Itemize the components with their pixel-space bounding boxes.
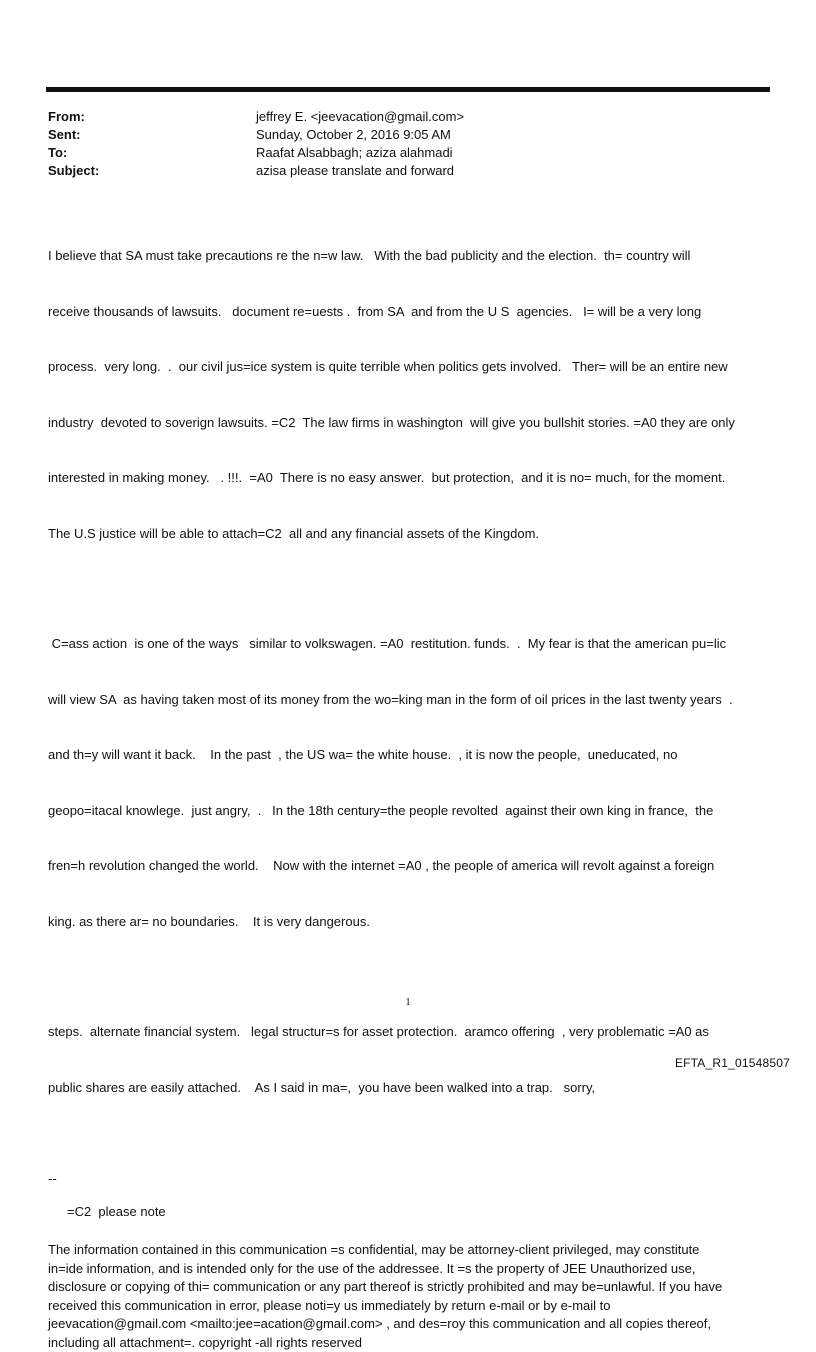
body-line: king. as there ar= no boundaries. It is very dangerous. (48, 913, 772, 932)
subject-value: azisa please translate and forward (256, 162, 768, 180)
body-line: interested in making money. . !!!. =A0 There is no easy answer. but protection, and it is no= much, for the moment. (48, 469, 772, 488)
body-line: public shares are easily attached. As I said in ma=, you have been walked into a trap. sorry, (48, 1079, 772, 1098)
body-paragraph-3 (48, 986, 772, 1134)
body-line: C=ass action is one of the ways similar to volkswagen. =A0 restitution. funds. . My fear is that the american pu=lic (48, 635, 772, 654)
subject-row (48, 162, 768, 180)
disclaimer-line: in=ide information, and is intended only for the use of the addressee. It =s the property of JEE Unauthorized use, (48, 1260, 772, 1279)
document-id: EFTA_R1_01548507 (675, 1056, 790, 1070)
body-line: and th=y will want it back. In the past , the US wa= the white house. , it is now the people, uneducated, no (48, 746, 772, 765)
header-rule (46, 87, 770, 92)
body-line: I believe that SA must take precautions re the n=w law. With the bad publicity and the election. th= country will (48, 247, 772, 266)
from-row (48, 108, 768, 126)
disclaimer-line: jeevacation@gmail.com <mailto:jee=acation@gmail.com> , and des=roy this communication and all copies thereof, (48, 1315, 772, 1334)
body-paragraph-2 (48, 598, 772, 968)
signature-separator: -- (48, 1170, 772, 1189)
to-value: Raafat Alsabbagh; aziza alahmadi (256, 144, 768, 162)
disclaimer-line: including all attachment=. copyright -all rights reserved (48, 1334, 772, 1352)
from-label: From: (48, 108, 256, 126)
subject-label: Subject: (48, 162, 256, 180)
from-value: jeffrey E. <jeevacation@gmail.com> (256, 108, 768, 126)
body-paragraph-1 (48, 210, 772, 580)
disclaimer-line: received this communication in error, please noti=y us immediately by return e-mail or by e-mail to (48, 1297, 772, 1316)
email-body (48, 210, 772, 1352)
to-label: To: (48, 144, 256, 162)
disclaimer-line: The information contained in this communication =s confidential, may be attorney-client privileged, may constitute (48, 1241, 772, 1260)
sent-row (48, 126, 768, 144)
body-line: will view SA as having taken most of its money from the wo=king man in the form of oil prices in the last twenty years . (48, 691, 772, 710)
disclaimer-line: disclosure or copying of thi= communication or any part thereof is strictly prohibited and may be=unlawful. If you have (48, 1278, 772, 1297)
body-line: fren=h revolution changed the world. Now with the internet =A0 , the people of america will revolt against a foreign (48, 857, 772, 876)
body-line: receive thousands of lawsuits. document re=uests . from SA and from the U S agencies. I= will be a very long (48, 303, 772, 322)
confidentiality-disclaimer (48, 1241, 772, 1352)
page-number: 1 (0, 996, 816, 1008)
sent-value: Sunday, October 2, 2016 9:05 AM (256, 126, 768, 144)
body-line: geopo=itacal knowlege. just angry, . In the 18th century=the people revolted against their own king in france, the (48, 802, 772, 821)
body-line: The U.S justice will be able to attach=C2 all and any financial assets of the Kingdom. (48, 525, 772, 544)
email-header (48, 108, 768, 180)
sent-label: Sent: (48, 126, 256, 144)
body-line: steps. alternate financial system. legal structur=s for asset protection. aramco offering , very problematic =A0 as (48, 1023, 772, 1042)
to-row (48, 144, 768, 162)
please-note: =C2 please note (48, 1203, 772, 1222)
body-line: industry devoted to soverign lawsuits. =C2 The law firms in washington will give you bullshit stories. =A0 they are only (48, 414, 772, 433)
body-line: process. very long. . our civil jus=ice system is quite terrible when politics gets involved. Ther= will be an entire new (48, 358, 772, 377)
